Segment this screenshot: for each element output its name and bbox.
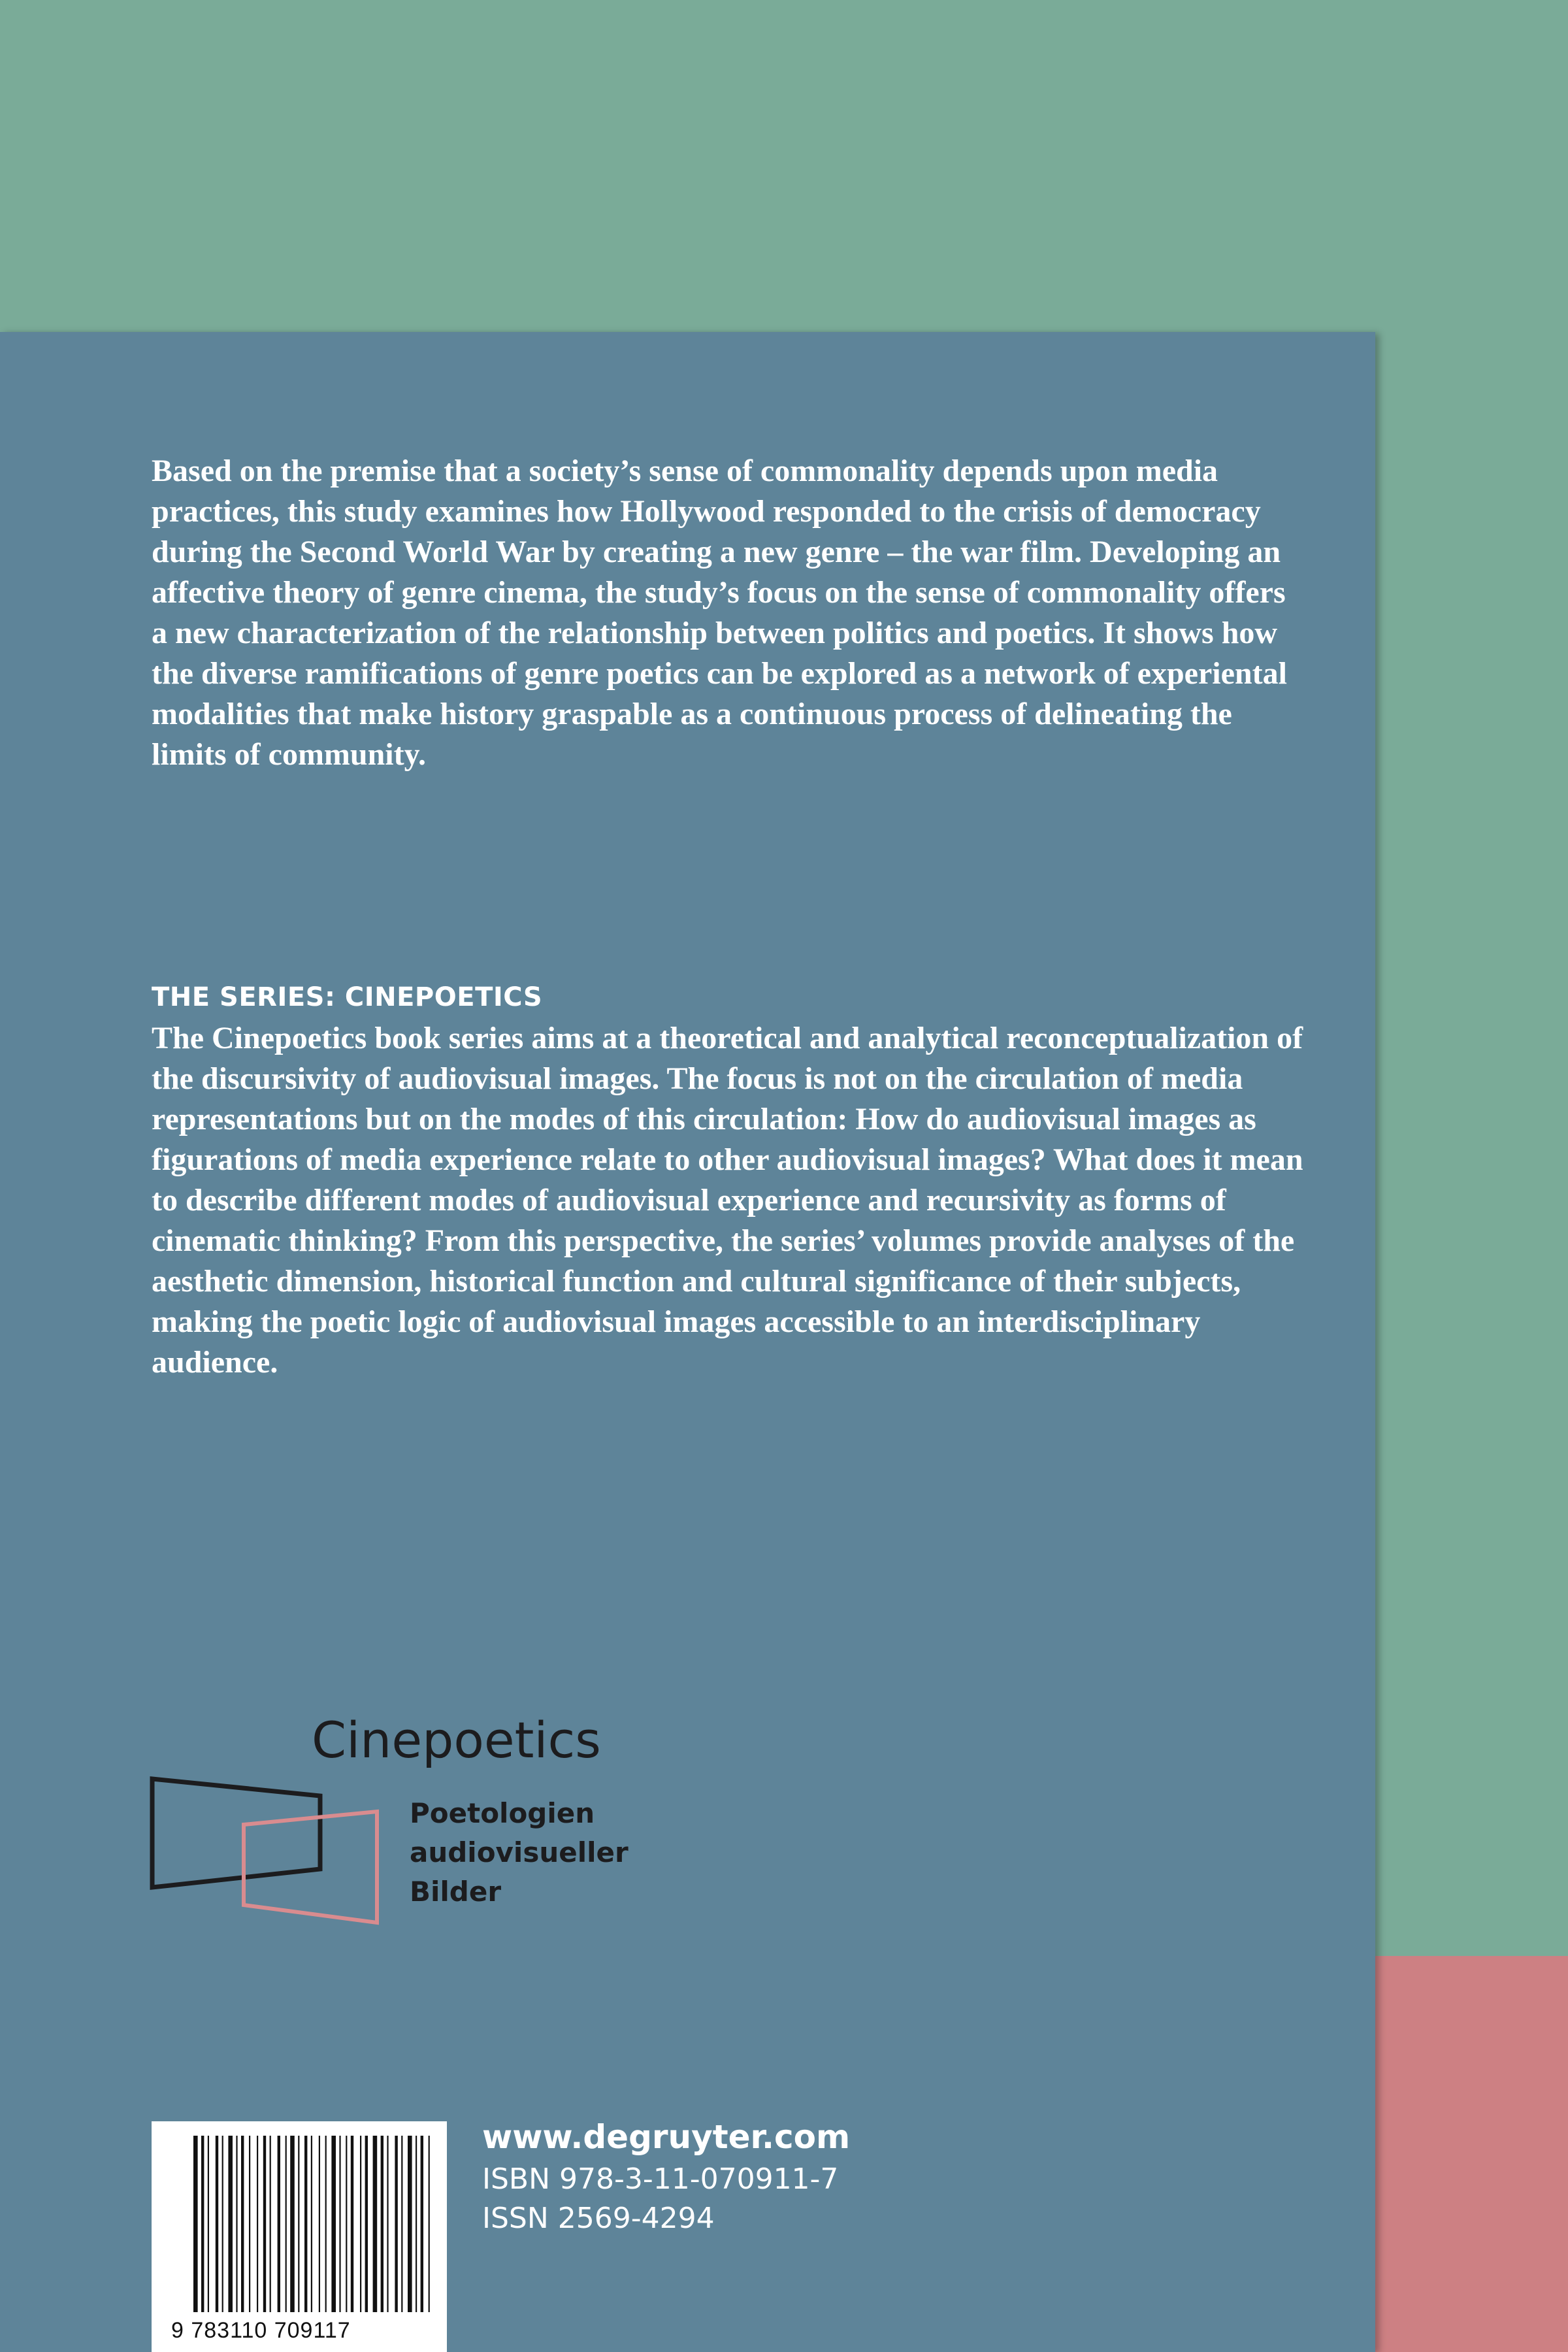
barcode-bar [270, 2136, 271, 2312]
barcode-bar [290, 2136, 295, 2312]
barcode-bar [298, 2136, 299, 2312]
barcode-digits: 9 783110 709117 [171, 2318, 351, 2343]
barcode-bar [249, 2136, 250, 2312]
logo-pink-frame [244, 1812, 377, 1923]
barcode-bar [381, 2136, 384, 2312]
barcode-bar [311, 2136, 312, 2312]
logo-subtitle [410, 1794, 629, 1912]
logo-frames-icon [147, 1771, 395, 1928]
logo-subtitle-line: Poetologien [410, 1797, 595, 1829]
barcode-bar [208, 2136, 209, 2312]
barcode-bar [278, 2136, 280, 2312]
barcode-bar [286, 2136, 287, 2312]
logo-dark-frame [152, 1779, 320, 1887]
barcode-bar [304, 2136, 307, 2312]
issn: ISSN 2569-4294 [482, 2202, 715, 2235]
logo-subtitle-line: audiovisueller [410, 1836, 629, 1868]
publisher-info [482, 2114, 850, 2238]
barcode-bar [236, 2136, 237, 2312]
barcode-bar [401, 2136, 402, 2312]
barcode-bar [325, 2136, 327, 2312]
barcode-bar [395, 2136, 397, 2312]
series-heading: THE SERIES: CINEPOETICS [152, 982, 543, 1012]
barcode-bar [222, 2136, 223, 2312]
barcode-bar [351, 2136, 353, 2312]
barcode-bar [387, 2136, 388, 2312]
barcode-bar [319, 2136, 320, 2312]
barcode-bar [408, 2136, 412, 2312]
barcode-bar [331, 2136, 336, 2312]
barcode-bar [339, 2136, 340, 2312]
barcode-bar [421, 2136, 423, 2312]
barcode-bar [360, 2136, 361, 2312]
barcode-bar [263, 2136, 266, 2312]
cinepoetics-logo [147, 1709, 644, 1925]
isbn: ISBN 978-3-11-070911-7 [482, 2162, 839, 2196]
barcode [152, 2121, 447, 2352]
barcode-bar [201, 2136, 204, 2312]
logo-title: Cinepoetics [312, 1711, 601, 1769]
background-pink-block [1372, 1956, 1568, 2352]
barcode-bar [429, 2136, 430, 2312]
barcode-bar [193, 2136, 198, 2312]
barcode-bar [216, 2136, 218, 2312]
barcode-bars-icon [191, 2136, 439, 2319]
barcode-bar [228, 2136, 233, 2312]
barcode-bar [346, 2136, 347, 2312]
barcode-bar [416, 2136, 417, 2312]
series-description: The Cinepoetics book series aims at a theoretical and analytical reconceptualization of the discursivity of audiovisual images. The focus is not on the circulation of media representations but on the modes of this circulation: How do audiovisual images as figurations of media experience relate to other audiovisual images? What does it mean to describe different modes of audiovisual experience and recursivity as forms of cinematic thinking? From this perspective, the series’ volumes provide analyses of the aesthetic dimension, historical function and cultural significance of their subjects, making the poetic logic of audiovisual images accessible to an interdisciplinary audience. [152, 1021, 1303, 1380]
barcode-bar [373, 2136, 378, 2312]
book-description: Based on the premise that a society’s sense of commonality depends upon media practices, this study examines how Hollywood responded to the crisis of democracy during the Second World War by creating a new genre – the war film. Developing an affective theory of genre cinema, the study’s focus on the sense of commonality offers a new characterization of the relationship between politics and poetics. It shows how the diverse ramifications of genre poetics can be explored as a network of experiental modalities that make history graspable as a continuous process of delineating the limits of community. [152, 454, 1287, 772]
logo-subtitle-line: Bilder [410, 1876, 502, 1908]
barcode-bar [365, 2136, 368, 2312]
barcode-bar [241, 2136, 244, 2312]
publisher-url: www.degruyter.com [482, 2118, 851, 2156]
barcode-bar [257, 2136, 258, 2312]
